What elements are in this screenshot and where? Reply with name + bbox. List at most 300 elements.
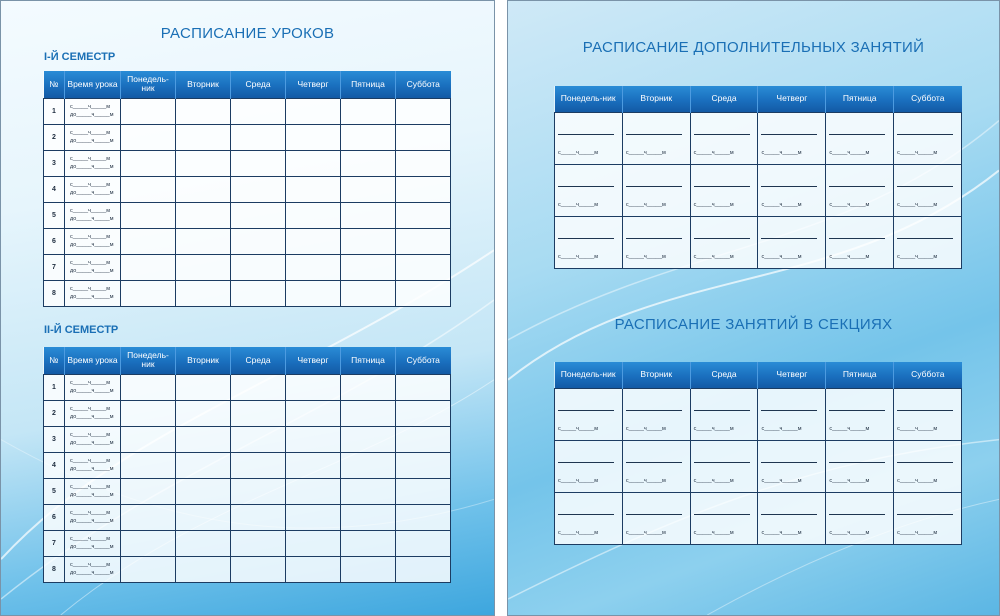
- lesson-time-cell[interactable]: [65, 530, 121, 556]
- cell-wednesday[interactable]: [231, 280, 286, 306]
- table-row: [555, 492, 962, 544]
- cell-monday[interactable]: [121, 504, 176, 530]
- col-header-friday: Пятница: [826, 86, 894, 112]
- activity-name-line: [626, 186, 682, 187]
- time-to: до_____ч_____м: [70, 268, 114, 274]
- slot-time: с_____ч_____м: [558, 149, 598, 156]
- activity-name-line: [761, 410, 817, 411]
- col-header-time: Время урока: [65, 71, 121, 98]
- table-header-row: [555, 86, 962, 112]
- cell-tuesday[interactable]: [176, 556, 231, 582]
- time-to: до_____ч_____м: [70, 492, 114, 498]
- semester-2-label: II-Й СЕМЕСТР: [44, 324, 119, 336]
- cell-thursday[interactable]: [286, 228, 341, 254]
- cell-monday[interactable]: [121, 228, 176, 254]
- activity-name-line: [897, 186, 953, 187]
- slot-time: с_____ч_____м: [829, 477, 870, 484]
- slot-time: с_____ч_____м: [558, 425, 598, 432]
- slot-saturday[interactable]: [894, 440, 962, 492]
- time-to: до_____ч_____м: [70, 388, 114, 394]
- lesson-number: 5: [44, 478, 65, 504]
- cell-friday[interactable]: [341, 98, 396, 124]
- cell-thursday[interactable]: [286, 202, 341, 228]
- slot-tuesday[interactable]: [622, 112, 690, 164]
- lesson-time-cell[interactable]: [65, 556, 121, 582]
- slot-wednesday[interactable]: [690, 112, 758, 164]
- slot-wednesday[interactable]: [690, 492, 758, 544]
- activity-name-line: [558, 238, 614, 239]
- slot-time: с_____ч_____м: [625, 201, 666, 208]
- cell-thursday[interactable]: [286, 504, 341, 530]
- col-header-wednesday: Среда: [690, 86, 758, 112]
- activity-name-line: [829, 462, 885, 463]
- cell-wednesday[interactable]: [231, 228, 286, 254]
- cell-monday[interactable]: [121, 254, 176, 280]
- cell-friday[interactable]: [341, 150, 396, 176]
- activity-name-line: [761, 514, 817, 515]
- sections-title: РАСПИСАНИЕ ЗАНЯТИЙ В СЕКЦИЯХ: [614, 316, 893, 333]
- lesson-time-cell[interactable]: [65, 150, 121, 176]
- semester-2-table: [43, 347, 451, 583]
- time-from: с_____ч_____м: [70, 458, 110, 464]
- slot-tuesday[interactable]: [622, 492, 690, 544]
- col-header-thursday: Четверг: [758, 86, 826, 112]
- time-to: до_____ч_____м: [70, 440, 114, 446]
- table-row: [44, 374, 451, 400]
- time-to: до_____ч_____м: [70, 570, 114, 576]
- lesson-time-cell[interactable]: [65, 504, 121, 530]
- slot-friday[interactable]: [826, 492, 894, 544]
- slot-tuesday[interactable]: [622, 440, 690, 492]
- slot-friday[interactable]: [826, 388, 894, 440]
- slot-time: с_____ч_____м: [693, 149, 734, 156]
- time-from: с_____ч_____м: [70, 130, 110, 136]
- col-header-friday: Пятница: [341, 347, 396, 374]
- table-row: [44, 254, 451, 280]
- cell-tuesday[interactable]: [176, 254, 231, 280]
- col-header-thursday: Четверг: [286, 71, 341, 98]
- cell-wednesday[interactable]: [231, 530, 286, 556]
- table-row: [44, 556, 451, 582]
- cell-thursday[interactable]: [286, 176, 341, 202]
- slot-time: с_____ч_____м: [761, 529, 802, 536]
- slot-time: с_____ч_____м: [625, 529, 666, 536]
- time-to: до_____ч_____м: [70, 112, 114, 118]
- cell-friday[interactable]: [341, 452, 396, 478]
- cell-wednesday[interactable]: [231, 98, 286, 124]
- cell-tuesday[interactable]: [176, 124, 231, 150]
- activity-name-line: [694, 186, 750, 187]
- col-header-wednesday: Среда: [231, 347, 286, 374]
- lesson-number: 2: [44, 124, 65, 150]
- col-header-thursday: Четверг: [286, 347, 341, 374]
- activity-name-line: [694, 462, 750, 463]
- cell-thursday[interactable]: [286, 452, 341, 478]
- activity-name-line: [626, 238, 682, 239]
- slot-tuesday[interactable]: [622, 388, 690, 440]
- cell-wednesday[interactable]: [231, 452, 286, 478]
- activity-name-line: [897, 462, 953, 463]
- col-header-monday: Понедель-ник: [121, 71, 176, 98]
- cell-wednesday[interactable]: [231, 176, 286, 202]
- time-from: с_____ч_____м: [70, 104, 110, 110]
- slot-monday[interactable]: [555, 440, 623, 492]
- cell-thursday[interactable]: [286, 124, 341, 150]
- cell-saturday[interactable]: [396, 176, 451, 202]
- col-header-number: №: [44, 347, 65, 374]
- col-header-time: Время урока: [65, 347, 121, 374]
- col-header-tuesday: Вторник: [176, 347, 231, 374]
- slot-friday[interactable]: [826, 216, 894, 268]
- cell-friday[interactable]: [341, 530, 396, 556]
- cell-saturday[interactable]: [396, 280, 451, 306]
- activity-name-line: [558, 462, 614, 463]
- col-header-saturday: Суббота: [894, 86, 962, 112]
- lesson-number: 5: [44, 202, 65, 228]
- slot-time: с_____ч_____м: [761, 253, 802, 260]
- col-header-saturday: Суббота: [894, 362, 962, 388]
- lesson-number: 1: [44, 374, 65, 400]
- slot-time: с_____ч_____м: [558, 477, 598, 484]
- cell-tuesday[interactable]: [176, 452, 231, 478]
- cell-wednesday[interactable]: [231, 124, 286, 150]
- table-row: [44, 426, 451, 452]
- lesson-time-cell[interactable]: [65, 202, 121, 228]
- time-from: с_____ч_____м: [70, 380, 110, 386]
- cell-friday[interactable]: [341, 202, 396, 228]
- col-header-saturday: Суббота: [396, 71, 451, 98]
- cell-friday[interactable]: [341, 400, 396, 426]
- slot-saturday[interactable]: [894, 492, 962, 544]
- cell-tuesday[interactable]: [176, 478, 231, 504]
- slot-time: с_____ч_____м: [761, 425, 802, 432]
- slot-wednesday[interactable]: [690, 388, 758, 440]
- cell-tuesday[interactable]: [176, 280, 231, 306]
- sections-table: [554, 362, 962, 545]
- time-from: с_____ч_____м: [70, 234, 110, 240]
- table-row: [44, 98, 451, 124]
- cell-saturday[interactable]: [396, 426, 451, 452]
- lesson-number: 3: [44, 426, 65, 452]
- cell-thursday[interactable]: [286, 400, 341, 426]
- lesson-time-cell[interactable]: [65, 280, 121, 306]
- cell-wednesday[interactable]: [231, 556, 286, 582]
- activity-name-line: [897, 134, 953, 135]
- cell-saturday[interactable]: [396, 98, 451, 124]
- cell-thursday[interactable]: [286, 426, 341, 452]
- time-to: до_____ч_____м: [70, 138, 114, 144]
- activity-name-line: [558, 134, 614, 135]
- cell-saturday[interactable]: [396, 202, 451, 228]
- col-header-wednesday: Среда: [231, 71, 286, 98]
- cell-friday[interactable]: [341, 176, 396, 202]
- table-row: [555, 112, 962, 164]
- time-to: до_____ч_____м: [70, 544, 114, 550]
- cell-thursday[interactable]: [286, 150, 341, 176]
- lesson-time-cell[interactable]: [65, 374, 121, 400]
- lessons-title: РАСПИСАНИЕ УРОКОВ: [160, 25, 335, 42]
- table-row: [44, 228, 451, 254]
- cell-friday[interactable]: [341, 374, 396, 400]
- slot-saturday[interactable]: [894, 164, 962, 216]
- slot-time: с_____ч_____м: [693, 253, 734, 260]
- time-from: с_____ч_____м: [70, 286, 110, 292]
- slot-time: с_____ч_____м: [761, 201, 802, 208]
- table-header-row: [44, 347, 451, 374]
- cell-tuesday[interactable]: [176, 176, 231, 202]
- table-row: [44, 478, 451, 504]
- cell-saturday[interactable]: [396, 374, 451, 400]
- cell-monday[interactable]: [121, 400, 176, 426]
- slot-saturday[interactable]: [894, 216, 962, 268]
- time-from: с_____ч_____м: [70, 260, 110, 266]
- slot-time: с_____ч_____м: [761, 477, 802, 484]
- slot-time: с_____ч_____м: [693, 529, 734, 536]
- slot-thursday[interactable]: [758, 216, 826, 268]
- cell-monday[interactable]: [121, 478, 176, 504]
- slot-monday[interactable]: [555, 164, 623, 216]
- lesson-time-cell[interactable]: [65, 254, 121, 280]
- col-header-monday: Понедель-ник: [121, 347, 176, 374]
- table-row: [44, 452, 451, 478]
- col-header-friday: Пятница: [826, 362, 894, 388]
- lesson-time-cell[interactable]: [65, 478, 121, 504]
- cell-friday[interactable]: [341, 426, 396, 452]
- activity-name-line: [626, 410, 682, 411]
- cell-friday[interactable]: [341, 504, 396, 530]
- slot-thursday[interactable]: [758, 440, 826, 492]
- cell-thursday[interactable]: [286, 254, 341, 280]
- slot-friday[interactable]: [826, 164, 894, 216]
- slot-thursday[interactable]: [758, 164, 826, 216]
- cell-monday[interactable]: [121, 426, 176, 452]
- activity-name-line: [829, 134, 885, 135]
- activity-name-line: [761, 134, 817, 135]
- sections-body: [555, 388, 962, 544]
- slot-time: с_____ч_____м: [829, 253, 870, 260]
- lesson-number: 6: [44, 504, 65, 530]
- activity-name-line: [761, 186, 817, 187]
- time-to: до_____ч_____м: [70, 414, 114, 420]
- slot-time: с_____ч_____м: [625, 425, 666, 432]
- cell-monday[interactable]: [121, 98, 176, 124]
- activity-name-line: [829, 186, 885, 187]
- cell-monday[interactable]: [121, 374, 176, 400]
- lesson-number: 6: [44, 228, 65, 254]
- cell-tuesday[interactable]: [176, 504, 231, 530]
- cell-monday[interactable]: [121, 530, 176, 556]
- slot-thursday[interactable]: [758, 388, 826, 440]
- table-row: [44, 280, 451, 306]
- cell-monday[interactable]: [121, 202, 176, 228]
- cell-saturday[interactable]: [396, 150, 451, 176]
- slot-time: с_____ч_____м: [761, 149, 802, 156]
- activity-name-line: [626, 134, 682, 135]
- cell-saturday[interactable]: [396, 504, 451, 530]
- cell-tuesday[interactable]: [176, 426, 231, 452]
- cell-thursday[interactable]: [286, 374, 341, 400]
- cell-saturday[interactable]: [396, 452, 451, 478]
- table-row: [555, 164, 962, 216]
- cell-monday[interactable]: [121, 124, 176, 150]
- slot-time: с_____ч_____м: [829, 529, 870, 536]
- cell-saturday[interactable]: [396, 228, 451, 254]
- cell-tuesday[interactable]: [176, 150, 231, 176]
- cell-wednesday[interactable]: [231, 426, 286, 452]
- cell-thursday[interactable]: [286, 98, 341, 124]
- table-row: [44, 150, 451, 176]
- activity-name-line: [694, 410, 750, 411]
- cell-wednesday[interactable]: [231, 254, 286, 280]
- lesson-number: 2: [44, 400, 65, 426]
- slot-thursday[interactable]: [758, 492, 826, 544]
- cell-wednesday[interactable]: [231, 400, 286, 426]
- cell-monday[interactable]: [121, 150, 176, 176]
- cell-friday[interactable]: [341, 124, 396, 150]
- col-header-monday: Понедель-ник: [555, 86, 623, 112]
- table-row: [44, 202, 451, 228]
- time-to: до_____ч_____м: [70, 242, 114, 248]
- slot-wednesday[interactable]: [690, 216, 758, 268]
- time-to: до_____ч_____м: [70, 190, 114, 196]
- cell-monday[interactable]: [121, 280, 176, 306]
- table-row: [44, 530, 451, 556]
- cell-saturday[interactable]: [396, 124, 451, 150]
- lesson-number: 3: [44, 150, 65, 176]
- cell-saturday[interactable]: [396, 556, 451, 582]
- activity-name-line: [694, 238, 750, 239]
- col-header-number: №: [44, 71, 65, 98]
- semester-2-body: [44, 374, 451, 582]
- col-header-thursday: Четверг: [758, 362, 826, 388]
- slot-time: с_____ч_____м: [693, 425, 734, 432]
- time-from: с_____ч_____м: [70, 484, 110, 490]
- cell-saturday[interactable]: [396, 478, 451, 504]
- activity-name-line: [897, 514, 953, 515]
- time-to: до_____ч_____м: [70, 164, 114, 170]
- activity-name-line: [558, 186, 614, 187]
- cell-friday[interactable]: [341, 254, 396, 280]
- cell-tuesday[interactable]: [176, 202, 231, 228]
- time-from: с_____ч_____м: [70, 536, 110, 542]
- lesson-time-cell[interactable]: [65, 98, 121, 124]
- slot-time: с_____ч_____м: [897, 477, 938, 484]
- slot-thursday[interactable]: [758, 112, 826, 164]
- cell-tuesday[interactable]: [176, 400, 231, 426]
- activity-name-line: [626, 514, 682, 515]
- time-from: с_____ч_____м: [70, 208, 110, 214]
- slot-time: с_____ч_____м: [897, 529, 938, 536]
- slot-monday[interactable]: [555, 492, 623, 544]
- cell-tuesday[interactable]: [176, 530, 231, 556]
- cell-tuesday[interactable]: [176, 374, 231, 400]
- time-to: до_____ч_____м: [70, 466, 114, 472]
- cell-thursday[interactable]: [286, 556, 341, 582]
- cell-thursday[interactable]: [286, 280, 341, 306]
- cell-monday[interactable]: [121, 176, 176, 202]
- time-to: до_____ч_____м: [70, 294, 114, 300]
- activity-name-line: [626, 462, 682, 463]
- time-to: до_____ч_____м: [70, 216, 114, 222]
- slot-wednesday[interactable]: [690, 164, 758, 216]
- table-row: [44, 176, 451, 202]
- cell-friday[interactable]: [341, 556, 396, 582]
- lesson-number: 7: [44, 530, 65, 556]
- activity-name-line: [558, 514, 614, 515]
- slot-tuesday[interactable]: [622, 216, 690, 268]
- table-header-row: [44, 71, 451, 98]
- cell-friday[interactable]: [341, 228, 396, 254]
- activity-name-line: [694, 514, 750, 515]
- activity-name-line: [761, 462, 817, 463]
- slot-monday[interactable]: [555, 112, 623, 164]
- lesson-number: 7: [44, 254, 65, 280]
- cell-wednesday[interactable]: [231, 150, 286, 176]
- extra-lessons-title: РАСПИСАНИЕ ДОПОЛНИТЕЛЬНЫХ ЗАНЯТИЙ: [582, 39, 925, 56]
- lesson-time-cell[interactable]: [65, 124, 121, 150]
- lesson-time-cell[interactable]: [65, 400, 121, 426]
- activity-name-line: [897, 410, 953, 411]
- slot-saturday[interactable]: [894, 388, 962, 440]
- cell-tuesday[interactable]: [176, 228, 231, 254]
- table-row: [555, 440, 962, 492]
- slot-time: с_____ч_____м: [625, 477, 666, 484]
- slot-friday[interactable]: [826, 112, 894, 164]
- cell-friday[interactable]: [341, 478, 396, 504]
- table-row: [44, 400, 451, 426]
- slot-time: с_____ч_____м: [625, 149, 666, 156]
- slot-monday[interactable]: [555, 216, 623, 268]
- col-header-tuesday: Вторник: [622, 86, 690, 112]
- cell-wednesday[interactable]: [231, 504, 286, 530]
- lesson-time-cell[interactable]: [65, 426, 121, 452]
- time-from: с_____ч_____м: [70, 510, 110, 516]
- slot-friday[interactable]: [826, 440, 894, 492]
- cell-thursday[interactable]: [286, 478, 341, 504]
- slot-time: с_____ч_____м: [625, 253, 666, 260]
- table-row: [555, 388, 962, 440]
- cell-wednesday[interactable]: [231, 202, 286, 228]
- time-from: с_____ч_____м: [70, 182, 110, 188]
- cell-monday[interactable]: [121, 452, 176, 478]
- slot-wednesday[interactable]: [690, 440, 758, 492]
- cell-tuesday[interactable]: [176, 98, 231, 124]
- table-row: [555, 216, 962, 268]
- slot-time: с_____ч_____м: [897, 201, 938, 208]
- slot-saturday[interactable]: [894, 112, 962, 164]
- slot-monday[interactable]: [555, 388, 623, 440]
- slot-time: с_____ч_____м: [897, 149, 938, 156]
- time-from: с_____ч_____м: [70, 406, 110, 412]
- cell-friday[interactable]: [341, 280, 396, 306]
- slot-time: с_____ч_____м: [829, 201, 870, 208]
- cell-monday[interactable]: [121, 556, 176, 582]
- table-row: [44, 504, 451, 530]
- cell-thursday[interactable]: [286, 530, 341, 556]
- slot-tuesday[interactable]: [622, 164, 690, 216]
- slot-time: с_____ч_____м: [558, 253, 598, 260]
- extra-lessons-table: [554, 86, 962, 269]
- semester-1-body: [44, 98, 451, 306]
- cell-wednesday[interactable]: [231, 478, 286, 504]
- cell-saturday[interactable]: [396, 530, 451, 556]
- cell-saturday[interactable]: [396, 254, 451, 280]
- lesson-time-cell[interactable]: [65, 452, 121, 478]
- cell-wednesday[interactable]: [231, 374, 286, 400]
- cell-saturday[interactable]: [396, 400, 451, 426]
- lesson-time-cell[interactable]: [65, 228, 121, 254]
- lesson-time-cell[interactable]: [65, 176, 121, 202]
